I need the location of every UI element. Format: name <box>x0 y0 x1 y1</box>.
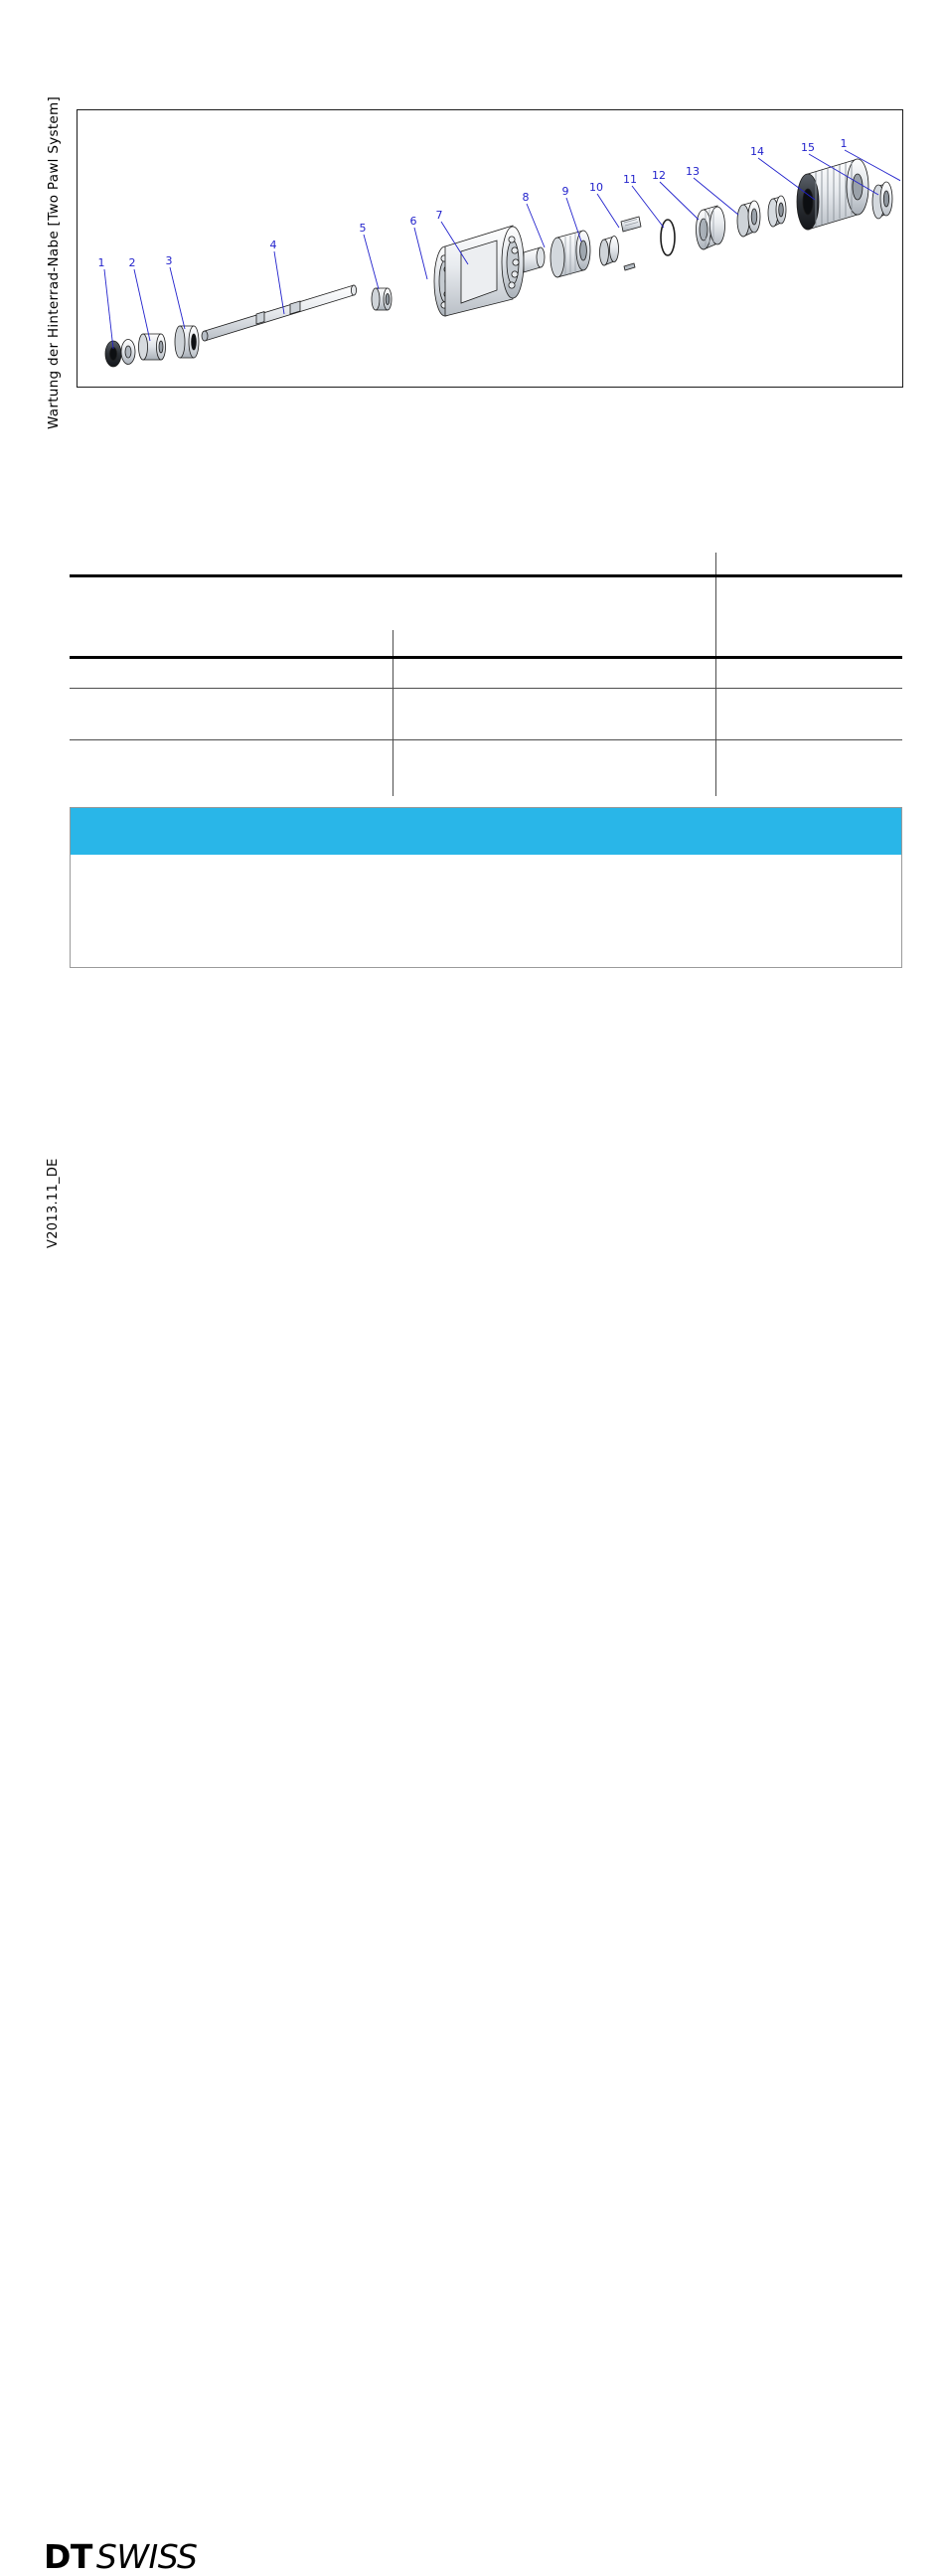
logo-swiss: SWISS <box>95 2537 198 2576</box>
svg-text:9: 9 <box>561 185 569 198</box>
svg-text:1: 1 <box>97 256 105 269</box>
svg-text:1: 1 <box>840 137 848 150</box>
svg-text:13: 13 <box>686 165 700 178</box>
svg-text:2: 2 <box>128 256 136 269</box>
table-vrule-right <box>715 553 716 796</box>
exploded-hub-drawing <box>78 110 900 385</box>
svg-text:12: 12 <box>652 169 666 182</box>
svg-text:3: 3 <box>165 254 173 267</box>
svg-text:6: 6 <box>409 215 417 228</box>
notice-header <box>71 808 901 855</box>
table-header-rule <box>70 656 902 659</box>
svg-text:4: 4 <box>269 239 277 251</box>
dt-swiss-logo <box>44 2537 197 2576</box>
table-row-rule-1 <box>70 688 902 689</box>
figure-exploded-hub <box>77 109 903 388</box>
svg-text:11: 11 <box>623 173 637 186</box>
document-version-vertical: V2013.11_DE <box>46 1158 61 1248</box>
table-row-rule-2 <box>70 739 902 740</box>
svg-text:10: 10 <box>589 181 603 194</box>
svg-text:15: 15 <box>801 141 815 154</box>
notice-box <box>70 807 902 968</box>
section-title-vertical: Wartung der Hinterrad-Nabe [Two Pawl System] <box>46 95 62 429</box>
svg-text:5: 5 <box>359 222 367 235</box>
specification-table <box>70 553 902 796</box>
logo-dt: DT <box>44 2537 92 2576</box>
table-top-rule <box>70 574 902 577</box>
notice-body <box>71 855 901 883</box>
page-footer <box>0 1260 944 2576</box>
svg-text:7: 7 <box>435 209 443 222</box>
svg-text:14: 14 <box>750 145 764 158</box>
svg-text:8: 8 <box>522 191 530 204</box>
